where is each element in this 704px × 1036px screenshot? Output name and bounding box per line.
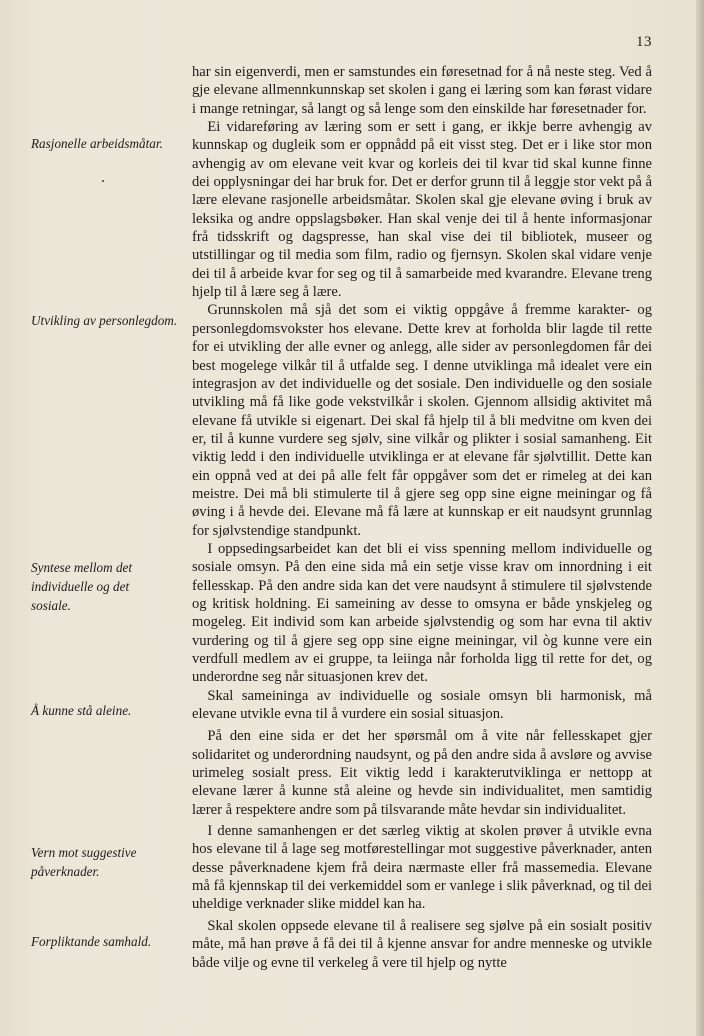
paragraph-1: har sin eigenverdi, men er samstundes ein føresetnad for å nå neste steg. Ved å gje elevane allmennkunnskap set skolen i gang ei læring som kan førast vidare i mange retningar, så langt og så lenge som den einskilde har føresetnader for.	[192, 64, 652, 117]
paragraph-7: I denne samanhengen er det særleg viktig at skolen prøver å utvikle evna hos elevane til å lage seg motførestellingar mot suggestive påverknader, anten desse påverknadene kjem frå deira nærmaste eller frå massemedia. Elevane må få kjennskap til dei verkemiddel som er vanlege i slik påverknad, og til dei uheldige verknader slike middel kan ha.	[192, 823, 652, 913]
paragraph-3: Grunnskolen må sjå det som ei viktig oppgåve å fremme karakter- og personlegdomsvokster hos elevane. Dette krev at forholda blir lagde til rette for ei utvikling der alle evner og anlegg, alle sider av personlegdomen får dei best mogelege vilkår til å utfalde seg. I denne utviklinga må idealet vere ein integrasjon av det individuelle og det sosiale. Den individuelle og den sosiale utvikling må få like gode vekstvilkår i skolen. Gjennom allsidig aktivitet må elevane få utvikle si eigenart. Dei skal få hjelp til å bli medvitne om kven dei er, til å kunne vurdere seg sjølv, sine vilkår og plikter i sosial samanheng. Eit viktig ledd i den individuelle utviklinga er at elevane får sjølvtillit. Dette kan ein oppnå ved at dei på alle felt får oppgåver som det er rimeleg at dei kan meistre. Dei må bli stimulerte til å gjere seg opp sine eigne meiningar og få øving i å hevde dei. Elevane må få lære at kunnskap er eit naudsynt grunnlag for sjølvstendige standpunkt.	[192, 302, 652, 539]
margin-note-rasjonelle-arbeidsmatar: Rasjonelle arbeidsmåtar.	[31, 136, 163, 151]
page-number: 13	[636, 34, 652, 50]
body-text	[192, 63, 652, 972]
margin-note-kunne-sta-aleine: Å kunne stå aleine.	[31, 703, 132, 718]
margin-note-syntese: Syntese mellom det individuelle og det sosiale.	[31, 560, 133, 613]
margin-note-utvikling-av-personlegdom: Utvikling av personlegdom.	[31, 313, 178, 328]
paragraph-5: Skal sameininga av individuelle og sosiale omsyn bli harmonisk, må elevane utvikle evna til å vurdere ein sosial situasjon.	[192, 687, 652, 723]
stray-dot	[102, 180, 104, 182]
page-edge-shadow	[696, 0, 704, 1036]
margin-note-forpliktande-samhald: Forpliktande samhald.	[31, 934, 152, 949]
paragraph-6: På den eine sida er det her spørsmål om å vite når fellesskapet gjer solidaritet og underordning naudsynt, og på den andre sida å avsløre og avvise urimeleg sosialt press. Eit viktig ledd i karakterutviklinga er nettopp at elevane lærer å kunne stå aleine og hevde sin individualitet, men samtidig lærer å respektere andre som på tilsvarande måte hevdar sin individualitet.	[192, 728, 652, 818]
paragraph-8: Skal skolen oppsede elevane til å realisere seg sjølve på ein sosialt positiv måte, må han prøve å få dei til å kjenne ansvar for andre menneske og utvikle både vilje og evne til verkeleg å vere til hjelp og nytte	[192, 917, 652, 971]
margin-note-vern-mot-suggestive: Vern mot suggestive påverknader.	[31, 845, 137, 879]
paragraph-2: Ei vidareføring av læring som er sett i gang, er ikkje berre avhengig av kunnskap og dugleik som er oppnådd på eit visst steg. Det er i like stor mon avhengig av om elevane veit kvar og korleis dei til kvar tid skal kunne finne dei opplysningar dei har bruk for. Det er derfor grunn til å leggje stor vekt på å lære elevane rasjonelle arbeidsmåtar. Skolen skal gje elevane øving i bruk av leksika og andre oppslagsbøker. Han skal venje dei til å hente informasjonar frå tidsskrift og dagspresse, han skal vise dei til bibliotek, museer og utstillingar og til media som film, radio og fjernsyn. Skolen skal vidare venje dei til å arbeide kvar for seg og til å samarbeide med kvarandre. Elevane treng hjelp til å lære seg å lære.	[192, 119, 652, 301]
paragraph-4: I oppsedingsarbeidet kan det bli ei viss spenning mellom individuelle og sosiale omsyn. På den eine sida må ein setje visse krav om innordning i eit fellesskap. På den andre sida kan det vere naudsynt å stimulere til sjølvstende og kritisk holdning. Ei sameining av desse to omsyna er både ynskjeleg og mogeleg. Eit individ som kan arbeide sjølvstendig og som har evna til aktiv vurdering og til å gjere seg opp sine eigne meiningar, vil òg kunne vere ein verdfull medlem av ei gruppe, ta leiinga når forholda ligg til rette for det, og underordne seg når situasjonen krev det.	[192, 540, 652, 686]
